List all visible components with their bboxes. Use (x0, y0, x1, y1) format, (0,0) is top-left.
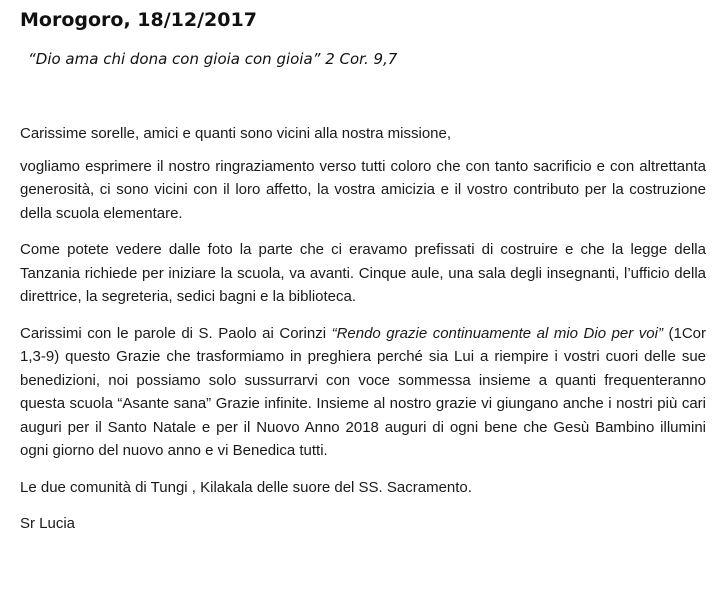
paragraph-blessing (20, 322, 706, 463)
letter-heading: Morogoro, 18/12/2017 (20, 9, 257, 31)
greeting: Carissime sorelle, amici e quanti sono vicini alla nostra missione, (20, 125, 452, 142)
blessing-rest: (1Cor 1,3-9) questo Grazie che trasformiamo in preghiera perché sia Lui a riempire i vostri cuori delle sue benedizioni, noi possiamo solo sussurrarvi con voce sommessa insieme a quanti frequenteranno questa scuola “Asante sana” Grazie infinite. Insieme al nostro grazie vi giungano anche i nostri più cari auguri per il Santo Natale e per il Nuovo Anno 2018 auguri di ogni bene che Gesù Bambino illumini ogni giorno del nuovo anno e vi Benedica tutti. (20, 324, 706, 459)
blessing-intro: Carissimi con le parole di S. Paolo ai Corinzi (20, 324, 332, 342)
signature: Sr Lucia (20, 515, 76, 532)
blessing-scripture: “Rendo grazie continuamente al mio Dio per voi” (331, 324, 663, 342)
paragraph-thanks: vogliamo esprimere il nostro ringraziamento verso tutti coloro che con tanto sacrificio e con altrettanta generosità, ci sono vicini con il loro affetto, la vostra amicizia e il vostro contributo per la costruzione della scuola elementare. (20, 157, 706, 222)
communities-line: Le due comunità di Tungi , Kilakala delle suore del SS. Sacramento. (20, 478, 472, 496)
paragraph-progress: Come potete vedere dalle foto la parte che ci eravamo prefissati di costruire e che la legge della Tanzania richiede per iniziare la scuola, va avanti. Cinque aule, una sala degli insegnanti, l’ufficio della direttrice, la segreteria, sedici bagni e la biblioteca. (20, 241, 706, 305)
scripture-quote: “Dio ama chi dona con gioia con gioia” 2 Cor. 9,7 (28, 50, 398, 68)
